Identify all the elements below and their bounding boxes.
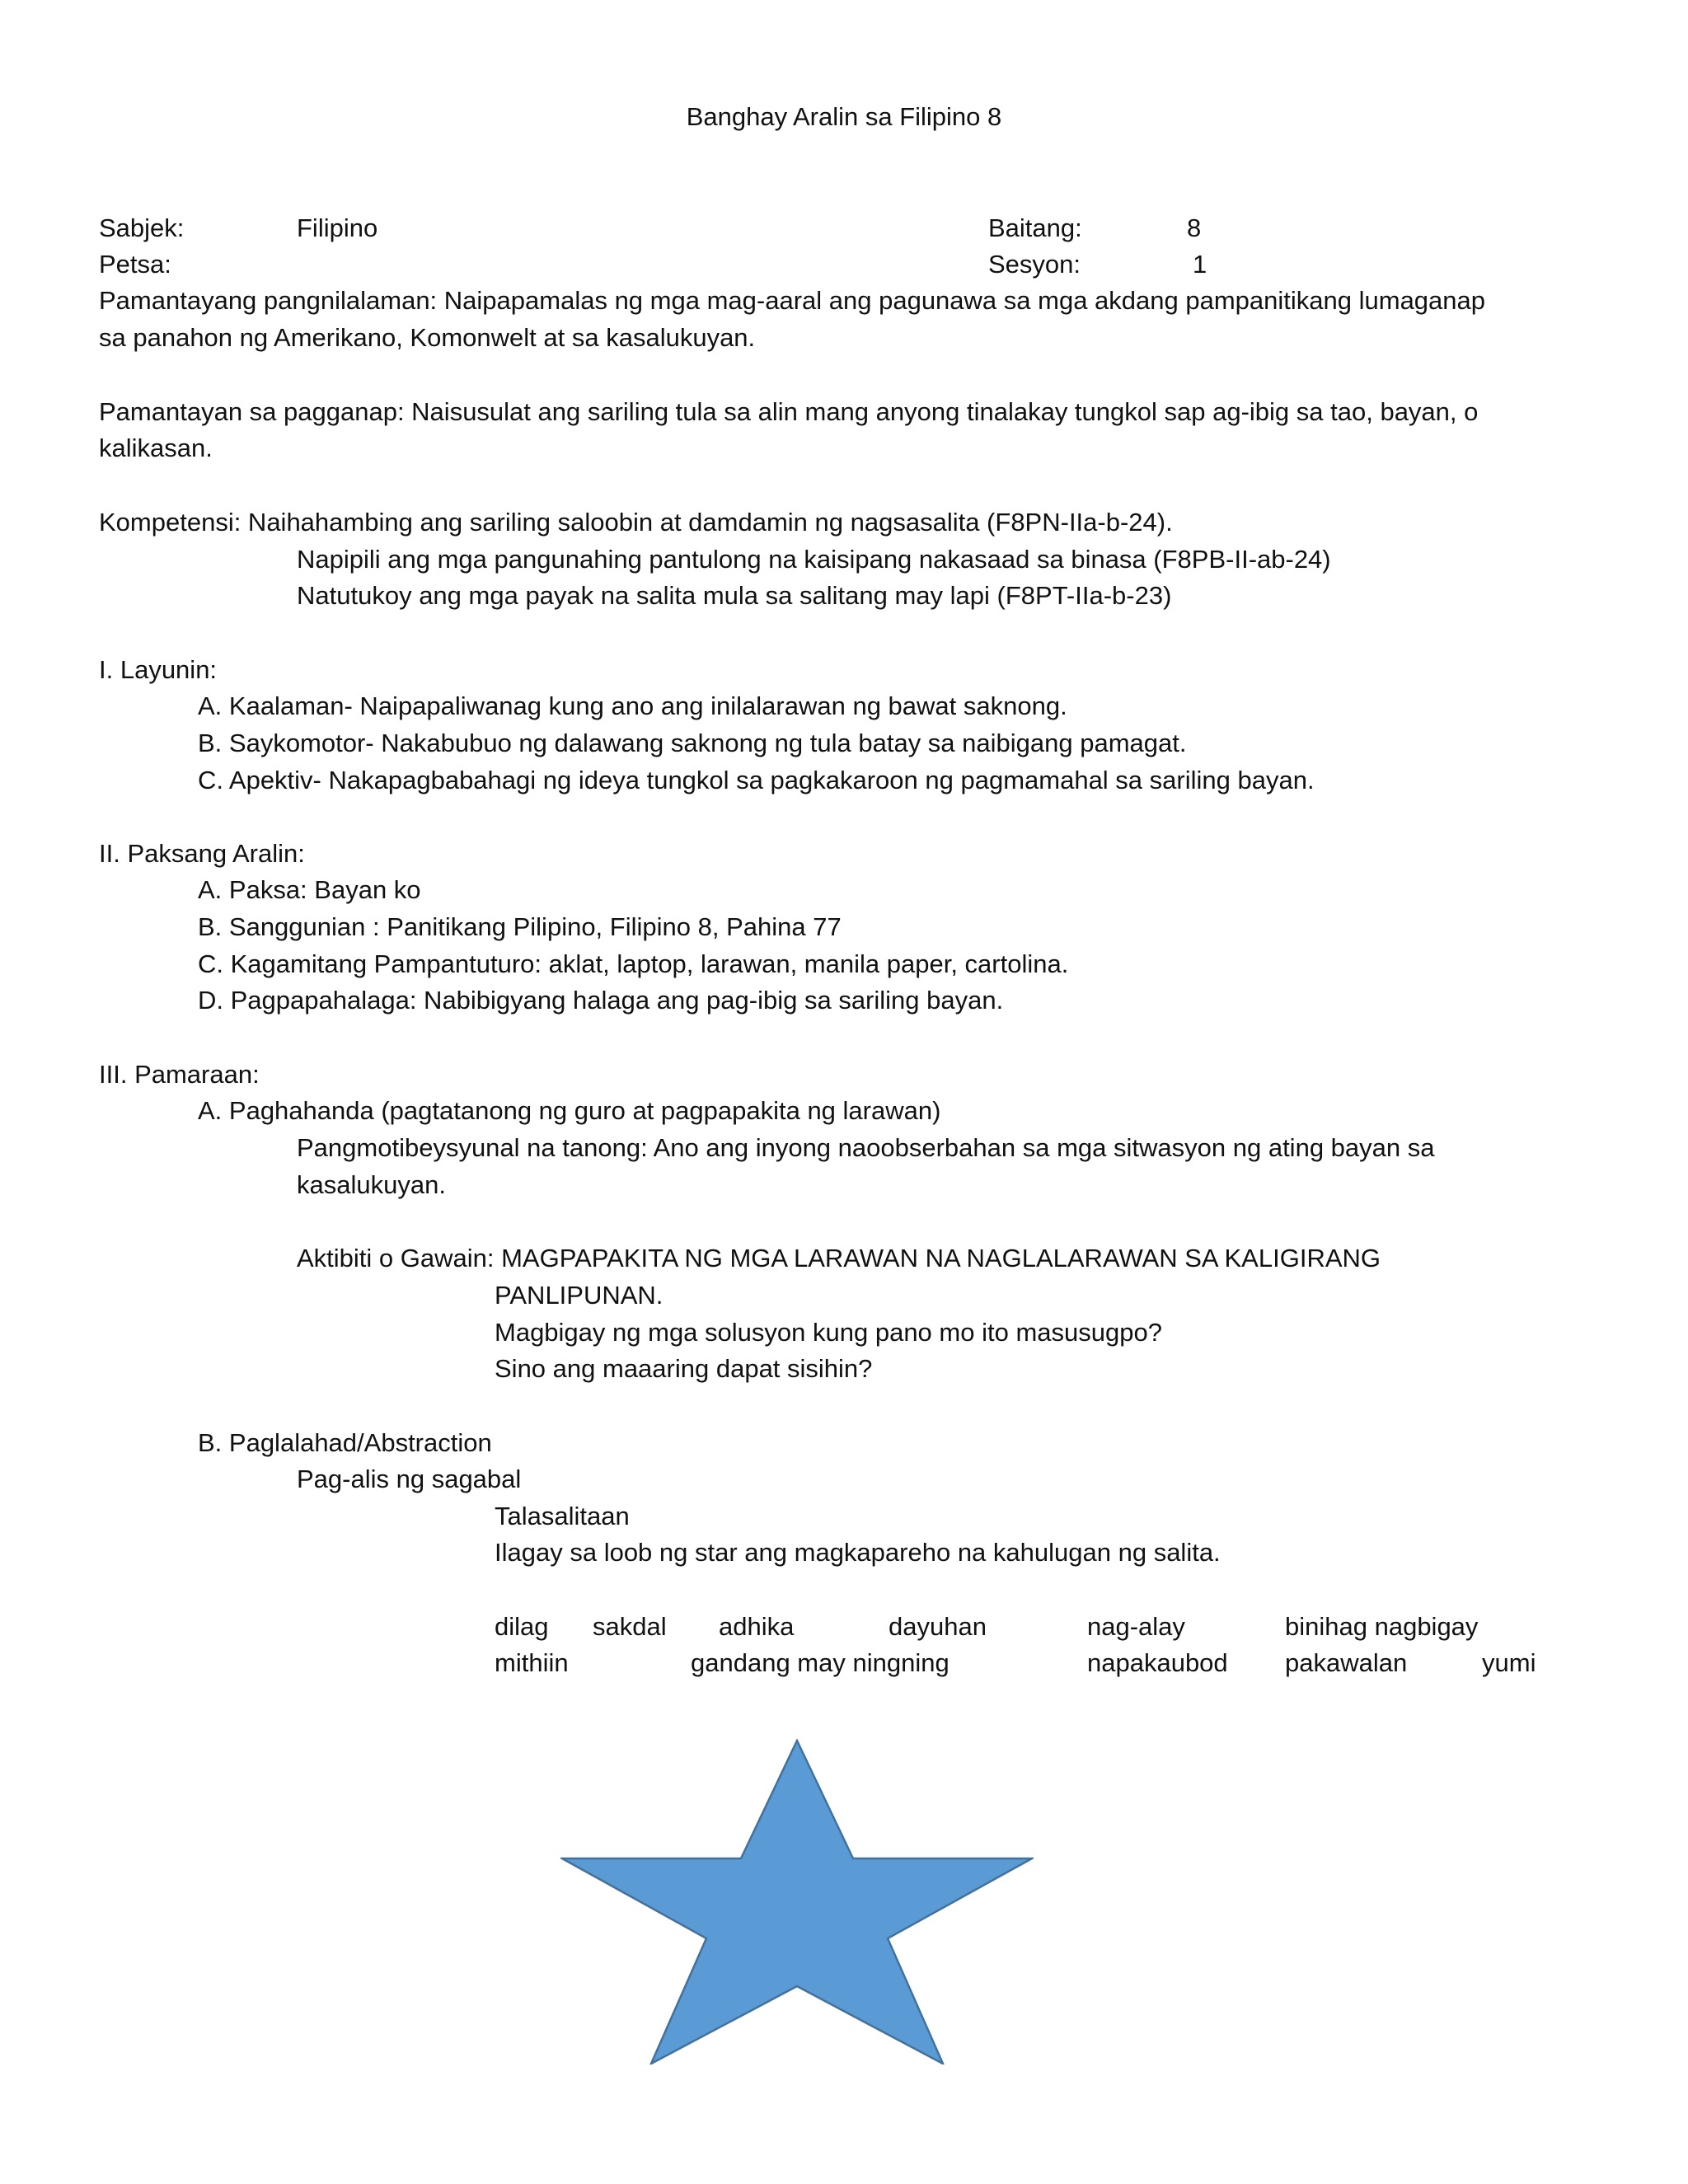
grade-value: 8 — [1187, 213, 1202, 242]
activity-item: Sino ang maaaring dapat sisihin? — [495, 1354, 873, 1383]
preparation-heading: A. Paghahanda (pagtatanong ng guro at pagpapakita ng larawan) — [198, 1096, 941, 1125]
presentation-heading: B. Paglalahad/Abstraction — [198, 1428, 492, 1457]
vocab-word: mithiin — [495, 1648, 569, 1677]
performance-standard-line-1: Pamantayan sa pagganap: Naisusulat ang sariling tula sa alin mang anyong tinalakay tungkol sap ag-ibig sa tao, bayan, o — [99, 397, 1479, 426]
activity-item: PANLIPUNAN. — [495, 1281, 663, 1310]
content-standard-line-2: sa panahon ng Amerikano, Komonwelt at sa kasalukuyan. — [99, 323, 756, 352]
subject-matter-item: D. Pagpapahalaga: Nabibigyang halaga ang pag-ibig sa sariling bayan. — [198, 986, 1004, 1015]
subject-matter-item: A. Paksa: Bayan ko — [198, 875, 421, 904]
activity-line: Aktibiti o Gawain: MAGPAPAKITA NG MGA LARAWAN NA NAGLALARAWAN SA KALIGIRANG — [297, 1244, 1381, 1272]
competency-item: Natutukoy ang mga payak na salita mula sa salitang may lapi (F8PT-IIa-b-23) — [297, 581, 1172, 610]
vocab-word: binihag nagbigay — [1285, 1612, 1479, 1641]
vocab-word: napakaubod — [1087, 1648, 1228, 1677]
document-title: Banghay Aralin sa Filipino 8 — [686, 102, 1002, 131]
subject-value: Filipino — [297, 213, 378, 242]
vocabulary-heading: Talasalitaan — [495, 1502, 630, 1530]
subject-label: Sabjek: — [99, 213, 185, 242]
date-label: Petsa: — [99, 250, 171, 279]
performance-standard-line-2: kalikasan. — [99, 434, 213, 462]
competency-item: Napipili ang mga pangunahing pantulong na kaisipang nakasaad sa binasa (F8PB-II-ab-24) — [297, 545, 1331, 574]
grade-label: Baitang: — [988, 213, 1082, 242]
vocab-word: nag-alay — [1087, 1612, 1185, 1641]
objective-item: B. Saykomotor- Nakabubuo ng dalawang saknong ng tula batay sa naibigang pamagat. — [198, 729, 1187, 757]
vocab-word: sakdal — [593, 1612, 667, 1641]
content-standard-line-1: Pamantayang pangnilalaman: Naipapamalas ng mga mag-aaral ang pagunawa sa mga akdang pampanitikang lumaganap — [99, 286, 1486, 315]
objective-item: C. Apektiv- Nakapagbabahagi ng ideya tungkol sa pagkakaroon ng pagmamahal sa sariling bayan. — [198, 766, 1315, 794]
star-shape — [560, 1739, 1034, 2064]
motivation-question-line-1: Pangmotibeysyunal na tanong: Ano ang inyong naoobserbahan sa mga sitwasyon ng ating bayan sa — [297, 1133, 1435, 1162]
session-value: 1 — [1193, 250, 1207, 279]
objective-item: A. Kaalaman- Naipapaliwanag kung ano ang inilalarawan ng bawat saknong. — [198, 691, 1067, 720]
procedure-heading: III. Pamaraan: — [99, 1060, 260, 1089]
subject-matter-heading: II. Paksang Aralin: — [99, 839, 305, 868]
competency-line: Kompetensi: Naihahambing ang sariling saloobin at damdamin ng nagsasalita (F8PN-IIa-b-24). — [99, 508, 1173, 537]
vocab-word: adhika — [719, 1612, 795, 1641]
vocabulary-instruction: Ilagay sa loob ng star ang magkapareho na kahulugan ng salita. — [495, 1538, 1221, 1567]
activity-item: Magbigay ng mga solusyon kung pano mo ito masusugpo? — [495, 1318, 1162, 1347]
vocab-word: gandang may ningning — [691, 1648, 950, 1677]
vocab-word: dayuhan — [889, 1612, 987, 1641]
vocab-word: dilag — [495, 1612, 549, 1641]
motivation-question-line-2: kasalukuyan. — [297, 1170, 446, 1199]
vocab-word: yumi — [1482, 1648, 1536, 1677]
vocab-word: pakawalan — [1285, 1648, 1408, 1677]
unlocking-difficulties: Pag-alis ng sagabal — [297, 1465, 522, 1493]
session-label: Sesyon: — [988, 250, 1081, 279]
objectives-heading: I. Layunin: — [99, 655, 218, 684]
subject-matter-item: B. Sanggunian : Panitikang Pilipino, Filipino 8, Pahina 77 — [198, 912, 842, 941]
subject-matter-item: C. Kagamitang Pampantuturo: aklat, laptop, larawan, manila paper, cartolina. — [198, 949, 1069, 978]
